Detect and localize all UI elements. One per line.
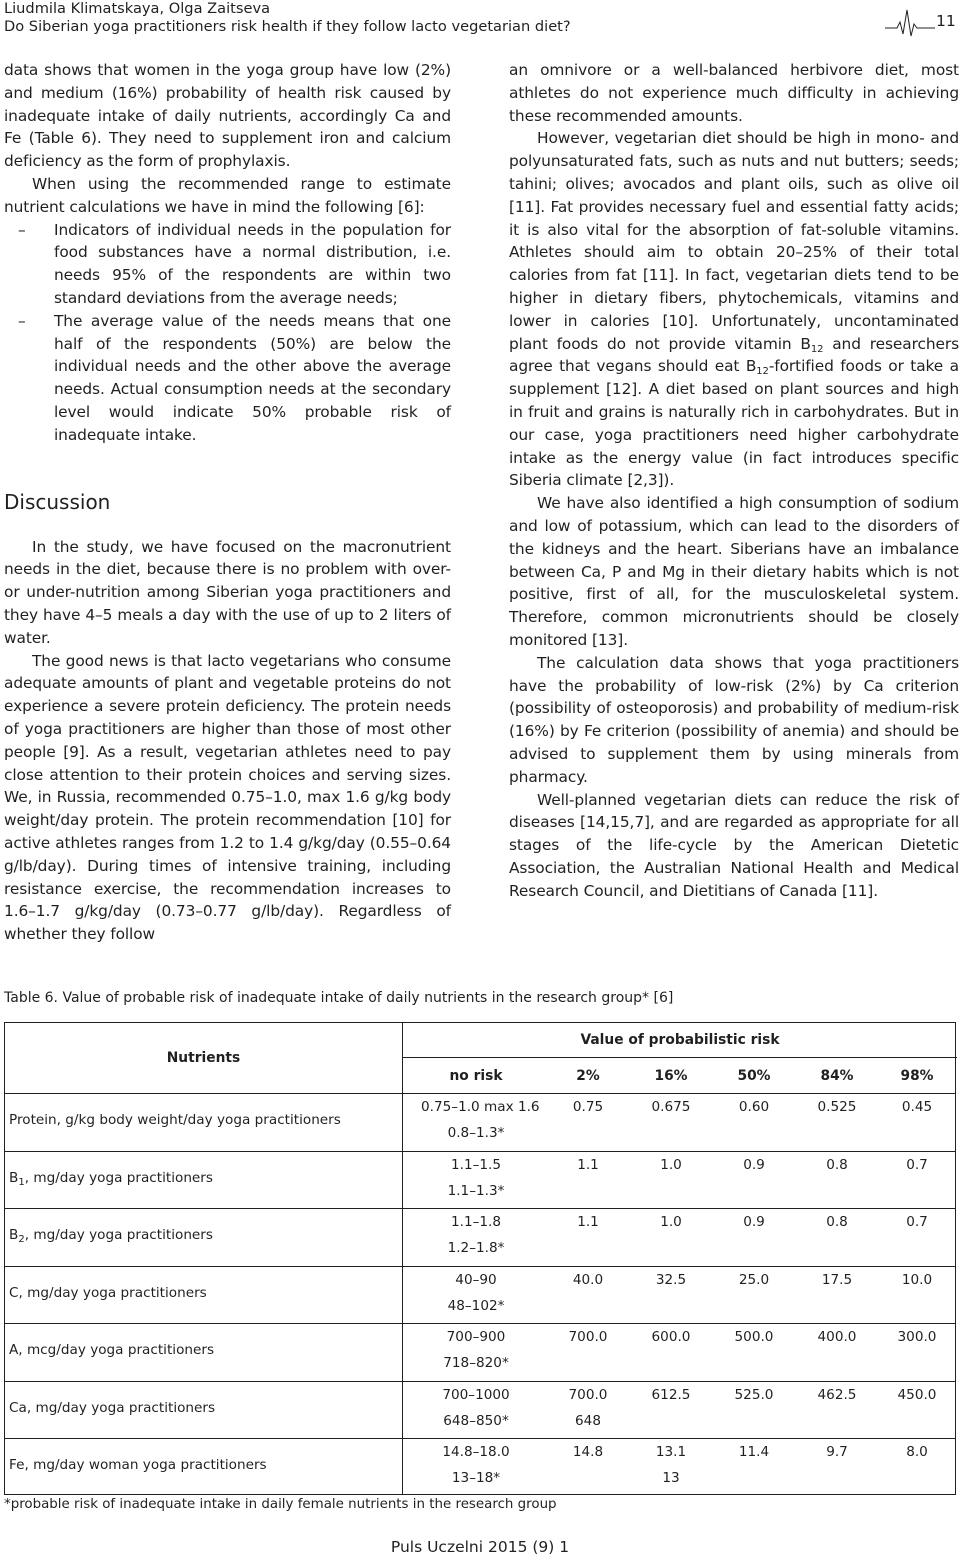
nutrient-name: C, mg/day yoga practitioners <box>9 1284 207 1301</box>
risk-table <box>4 1022 956 1495</box>
list-item-text: Indicators of individual needs in the population for food substances have a normal distribution, i.e. needs 95% of the respondents are within two standard deviations from the average needs; <box>54 220 451 307</box>
nutrient-name: A, mcg/day yoga practitioners <box>9 1342 215 1358</box>
table-cell-female: 1.2–1.8* <box>447 1240 505 1256</box>
nutrient-name: B <box>9 1227 19 1243</box>
paragraph: We have also identified a high consumption of sodium and low of potassium, which can lead to the disorders of the kidneys and the heart. Siberians have an imbalance between Ca, P and Mg in their dietary habits which is not positive, first of all, for the musculoskeletal system. Therefore, common micronutrients should be closely monitored [13]. <box>509 494 959 649</box>
table-cell: 40–90 <box>455 1271 497 1288</box>
left-column <box>4 59 451 946</box>
table-cell-female: 718–820* <box>443 1355 509 1371</box>
article-title: Do Siberian yoga practitioners risk health if they follow lacto vegetarian diet? <box>4 18 571 35</box>
table-caption-text: Value of probable risk of inadequate intake of daily nutrients in the research group* [6] <box>58 990 674 1006</box>
nutrient-name: Ca, mg/day yoga practitioners <box>9 1399 216 1416</box>
table-cell: 0.75 <box>572 1099 604 1115</box>
table-cell: 14.8–18.0 <box>442 1444 510 1460</box>
paragraph: data shows that women in the yoga group have low (2%) and medium (16%) probability of health risk caused by inadequate intake of daily nutrients, accordingly Ca and Fe (Table 6). They need to supplement iron and calcium deficiency as the form of prophylaxis. <box>4 61 451 171</box>
dash-bullet: – <box>18 220 26 239</box>
table-cell: 0.9 <box>743 1156 765 1173</box>
nutrient-label <box>9 1169 213 1187</box>
table-cell: 0.75–1.0 max 1.6 <box>421 1099 540 1115</box>
table-cell: 0.60 <box>738 1099 770 1115</box>
nutrient-label <box>9 1341 214 1359</box>
header-nutrients: Nutrients <box>166 1050 241 1066</box>
nutrient-label <box>9 1226 213 1244</box>
list-item <box>4 219 451 310</box>
table-divider <box>5 1093 955 1094</box>
nutrient-label <box>9 1399 215 1417</box>
column-header: 50% <box>737 1068 771 1084</box>
table-cell: 450.0 <box>897 1386 937 1403</box>
table-footnote: *probable risk of inadequate intake in daily female nutrients in the research group <box>4 1497 557 1512</box>
paragraph-text: -fortified foods or take a supplement [12]. A diet based on plant sources and high in fruit and grains is naturally rich in carbohydrates. But in our case, yoga practitioners need higher carbohydrate intake as the energy value (in fact introduces specific Siberia climate [2,3]). <box>509 357 959 490</box>
table-cell: 700–900 <box>446 1329 506 1345</box>
table-divider <box>5 1208 955 1209</box>
nutrient-unit: , mg/day yoga practitioners <box>24 1227 213 1243</box>
table-cell: 32.5 <box>655 1271 687 1288</box>
table-cell: 1.1–1.8 <box>450 1214 502 1230</box>
table-cell: 1.1–1.5 <box>450 1156 502 1173</box>
table-cell-female: 13–18* <box>451 1470 501 1486</box>
table-divider <box>5 1323 955 1324</box>
subscript: 12 <box>756 366 769 378</box>
table-cell: 10.0 <box>901 1271 933 1288</box>
nutrient-name: Fe, mg/day woman yoga practitioners <box>9 1457 267 1473</box>
heartbeat-icon <box>885 8 935 38</box>
column-header: no risk <box>449 1068 503 1084</box>
column-header: 16% <box>654 1068 688 1084</box>
table-cell: 9.7 <box>826 1444 848 1460</box>
paragraph: an omnivore or a well-balanced herbivore diet, most athletes do not experience much difficulty in achieving these recommended amounts. <box>509 61 959 125</box>
table-divider <box>5 1381 955 1382</box>
table-cell: 0.7 <box>906 1156 928 1173</box>
table-cell: 300.0 <box>897 1329 937 1345</box>
table-cell: 17.5 <box>821 1271 853 1288</box>
paragraph <box>509 127 959 492</box>
subscript: 12 <box>810 343 824 355</box>
paragraph: Well-planned vegetarian diets can reduce the risk of diseases [14,15,7], and are regarded as appropriate for all stages of the life-cycle by the American Dietetic Association, the Australian National Health and Medical Research Council, and Dietitians of Canada [11]. <box>509 790 959 900</box>
subscript: 1 <box>18 1176 25 1188</box>
table-cell: 500.0 <box>734 1329 774 1345</box>
table-cell-female: 1.1–1.3* <box>447 1182 505 1199</box>
table-cell: 600.0 <box>651 1329 691 1345</box>
table-cell: 40.0 <box>572 1271 604 1288</box>
table-cell: 612.5 <box>651 1386 691 1403</box>
section-heading-discussion: Discussion <box>4 489 111 514</box>
table-cell: 25.0 <box>738 1271 770 1288</box>
table-cell: 0.525 <box>817 1099 857 1115</box>
list-item <box>4 310 451 447</box>
table-cell: 0.8 <box>826 1214 848 1230</box>
dash-bullet: – <box>18 311 26 330</box>
paragraph-text: and researchers agree that vegans should eat B <box>509 334 959 376</box>
table-cell: 0.9 <box>743 1214 765 1230</box>
nutrient-label <box>9 1111 341 1129</box>
subscript: 2 <box>18 1234 25 1245</box>
paragraph: The calculation data shows that yoga practitioners have the probability of low-risk (2%) by Ca criterion (possibility of osteoporosis) and probability of medium-risk (16%) by Fe criterion (possibility of anemia) and should be advised to supplement them by using minerals from pharmacy. <box>509 653 959 786</box>
table-divider <box>403 1057 957 1058</box>
table-cell-female: 48–102* <box>447 1297 505 1314</box>
table-cell: 400.0 <box>817 1329 857 1345</box>
table-cell: 0.8 <box>826 1156 848 1173</box>
bullet-list <box>4 219 451 447</box>
table-cell: 700.0 <box>568 1329 608 1345</box>
table-caption-label: Table 6. <box>4 990 59 1006</box>
table-cell: 462.5 <box>817 1386 857 1403</box>
table-divider <box>5 1438 955 1439</box>
table-cell: 1.1 <box>577 1214 599 1230</box>
header-probabilistic-risk: Value of probabilistic risk <box>580 1032 780 1048</box>
page-number: 11 <box>936 12 956 30</box>
table-cell: 8.0 <box>906 1444 928 1460</box>
nutrient-label <box>9 1456 267 1474</box>
paragraph: When using the recommended range to estimate nutrient calculations we have in mind the following [6]: <box>4 174 451 216</box>
article-authors: Liudmila Klimatskaya, Olga Zaitseva <box>4 0 271 17</box>
table-divider <box>5 1266 955 1267</box>
nutrient-label <box>9 1284 207 1302</box>
column-header: 98% <box>900 1068 934 1084</box>
table-cell: 1.0 <box>660 1214 682 1230</box>
table-cell: 700–1000 <box>442 1386 510 1403</box>
nutrient-name: B <box>9 1169 19 1186</box>
table-cell: 0.7 <box>906 1214 928 1230</box>
table-cell: 14.8 <box>572 1444 604 1460</box>
table-cell: 11.4 <box>738 1444 770 1460</box>
nutrient-name: Protein, g/kg body weight/day yoga practitioners <box>9 1112 341 1128</box>
table-cell: 1.0 <box>660 1156 682 1173</box>
paragraph: In the study, we have focused on the macronutrient needs in the diet, because there is no problem with over- or under-nutrition among Siberian yoga practitioners and they have 4–5 meals a day with the use of up to 2 liters of water. <box>4 537 451 647</box>
page-footer: Puls Uczelni 2015 (9) 1 <box>390 1538 570 1556</box>
table-cell: 13.1 <box>655 1444 687 1460</box>
column-header: 2% <box>576 1068 600 1084</box>
running-head <box>4 0 571 36</box>
paragraph: The good news is that lacto vegetarians who consume adequate amounts of plant and vegetable proteins do not experience a severe protein deficiency. The protein needs of yoga practitioners are higher than those of most other people [9]. As a result, vegetarian athletes need to pay close attention to their protein choices and serving sizes. We, in Russia, recommended 0.75–1.0, max 1.6 g/kg body weight/day protein. The protein recommendation [10] for active athletes ranges from 1.2 to 1.4 g/kg/day (0.55–0.64 g/lb/day). During times of intensive training, including resistance exercise, the recommendation increases to 1.6–1.7 g/kg/day (0.73–0.77 g/lb/day). Regardless of whether they follow <box>4 651 451 944</box>
table-cell-female: 13 <box>662 1470 680 1486</box>
paragraph-text: However, vegetarian diet should be high in mono- and polyunsaturated fats, such as nuts and nut butters; seeds; tahini; olives; avocados and plant oils, such as olive oil [11]. Fat provides necessary fuel and essential fatty acids; it is also vital for the absorption of fat-soluble vitamins. Athletes should aim to obtain 20–25% of their total calories from fat [11]. In fact, vegetarian diets tend to be higher in dietary fibers, phytochemicals, vitamins and lower in calories [10]. Unfortunately, uncontaminated plant foods do not provide vitamin B <box>509 129 959 353</box>
table-cell-female: 648 <box>575 1412 601 1429</box>
table-cell: 525.0 <box>734 1386 774 1403</box>
list-item-text: The average value of the needs means that one half of the respondents (50%) are below the individual needs and the other above the average needs. Actual consumption needs at the secondary level would indicate 50% probable risk of inadequate intake. <box>54 311 451 444</box>
table-cell: 1.1 <box>577 1156 599 1173</box>
table-cell: 700.0 <box>568 1386 608 1403</box>
nutrient-unit: , mg/day yoga practitioners <box>24 1169 213 1186</box>
table-caption <box>4 989 673 1007</box>
table-cell: 0.675 <box>651 1099 691 1115</box>
column-header: 84% <box>820 1068 854 1084</box>
table-divider <box>5 1151 955 1152</box>
table-cell: 0.45 <box>901 1099 933 1115</box>
table-cell-female: 0.8–1.3* <box>447 1125 505 1141</box>
right-column <box>509 59 959 902</box>
table-cell-female: 648–850* <box>443 1412 509 1429</box>
